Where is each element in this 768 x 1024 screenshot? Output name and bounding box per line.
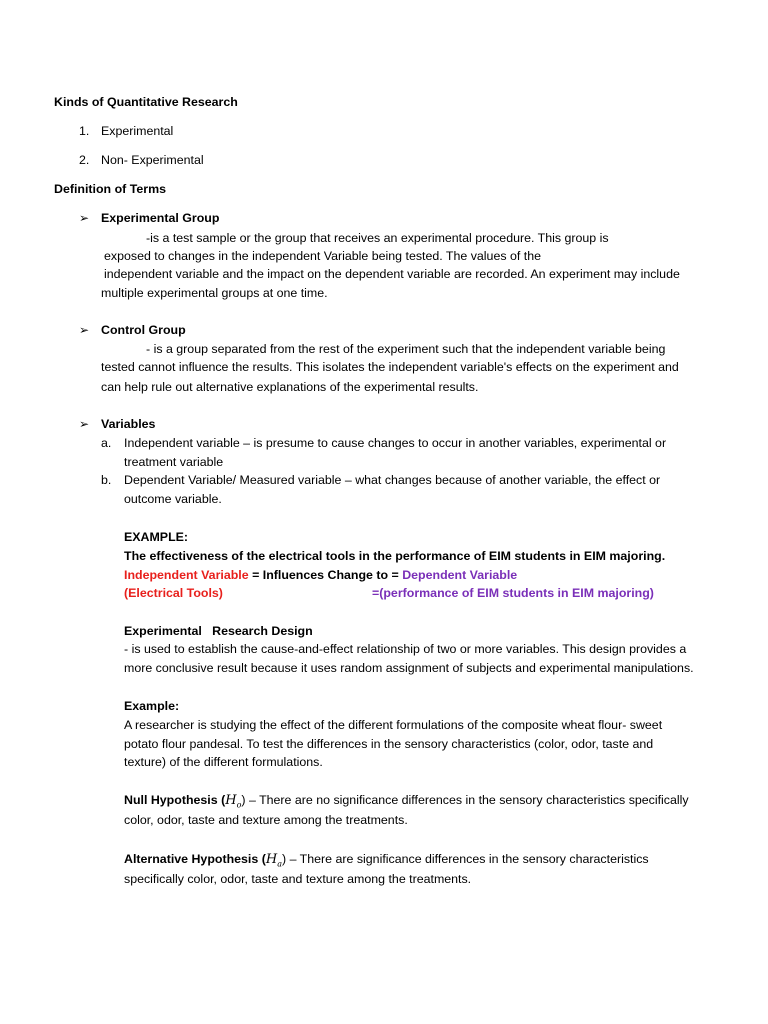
independent-variable-label: Independent Variable [124,568,249,582]
hypothesis-symbol: $H_a$ [265,852,282,869]
bullet-arrow-icon: ➢ [79,211,90,225]
paragraph-line: exposed to changes in the independent Variable being tested. The values of the [104,249,541,263]
null-hypothesis-line: Null Hypothesis $(H_o)$ – There are no significance differences in the sensory characteristics specifically [124,793,689,810]
paragraph-line: specifically color, odor, taste and texture among the treatments. [124,872,472,886]
dependent-variable-label: Dependent Variable [402,568,518,582]
list-letter: a. [101,436,112,450]
paragraph-line: -is a test sample or the group that receives an experimental procedure. This group is [146,231,609,245]
hypothesis-label: Alternative Hypothesis [124,852,259,866]
hypothesis-symbol: $H_o$ [225,793,242,810]
bullet-arrow-icon: ➢ [79,323,90,337]
section-heading: Definition of Terms [54,182,166,196]
list-item: Experimental [101,124,174,138]
example-label: Example: [124,699,180,713]
list-number: 1. [79,124,90,138]
paragraph-line: potato flour pandesal. To test the differences in the sensory characteristics (color, odor, taste and [124,737,654,751]
page-heading: Kinds of Quantitative Research [54,95,238,109]
example-label: EXAMPLE: [124,530,189,544]
paragraph-line: color, odor, taste and texture among the treatments. [124,813,408,827]
bullet-arrow-icon: ➢ [79,417,90,431]
variable-relation: Independent Variable = Influences Change to = Dependent Variable [124,568,518,582]
list-letter: b. [101,473,112,487]
paragraph-line: independent variable and the impact on the dependent variable are recorded. An experiment may include [104,267,680,281]
paragraph-line: treatment variable [124,455,224,469]
paragraph-line: can help rule out alternative explanations of the experimental results. [101,380,479,394]
paragraph-line: outcome variable. [124,492,222,506]
design-title: Experimental Research Design [124,624,313,638]
term-title: Experimental Group [101,211,220,225]
paragraph-line: texture) of the different formulations. [124,755,323,769]
alt-hypothesis-line: Alternative Hypothesis $(H_a)$ – There are significance differences in the sensory characteristics [124,852,649,869]
term-title: Variables [101,417,156,431]
influences-label: Influences Change to [262,568,389,582]
example-statement: The effectiveness of the electrical tools in the performance of EIM students in EIM majoring. [124,549,666,563]
dependent-detail: =(performance of EIM students in EIM majoring) [372,586,654,600]
paragraph-line: multiple experimental groups at one time. [101,286,328,300]
paragraph-line: - is a group separated from the rest of the experiment such that the independent variable being [146,342,666,356]
term-title: Control Group [101,323,186,337]
paragraph-line: Independent variable – is presume to cause changes to occur in another variables, experimental or [124,436,667,450]
paragraph-line: tested cannot influence the results. This isolates the independent variable's effects on the experiment and [101,360,679,374]
paragraph-line: A researcher is studying the effect of the different formulations of the composite wheat flour- sweet [124,718,663,732]
hypothesis-label: Null Hypothesis [124,793,218,807]
list-number: 2. [79,153,90,167]
paragraph-line: - is used to establish the cause-and-effect relationship of two or more variables. This design provides a [124,642,687,656]
paragraph-line: Dependent Variable/ Measured variable – what changes because of another variable, the effect or [124,473,661,487]
independent-detail: (Electrical Tools) [124,586,223,600]
paragraph-line: more conclusive result because it uses random assignment of subjects and experimental manipulations. [124,661,694,675]
list-item: Non- Experimental [101,153,204,167]
